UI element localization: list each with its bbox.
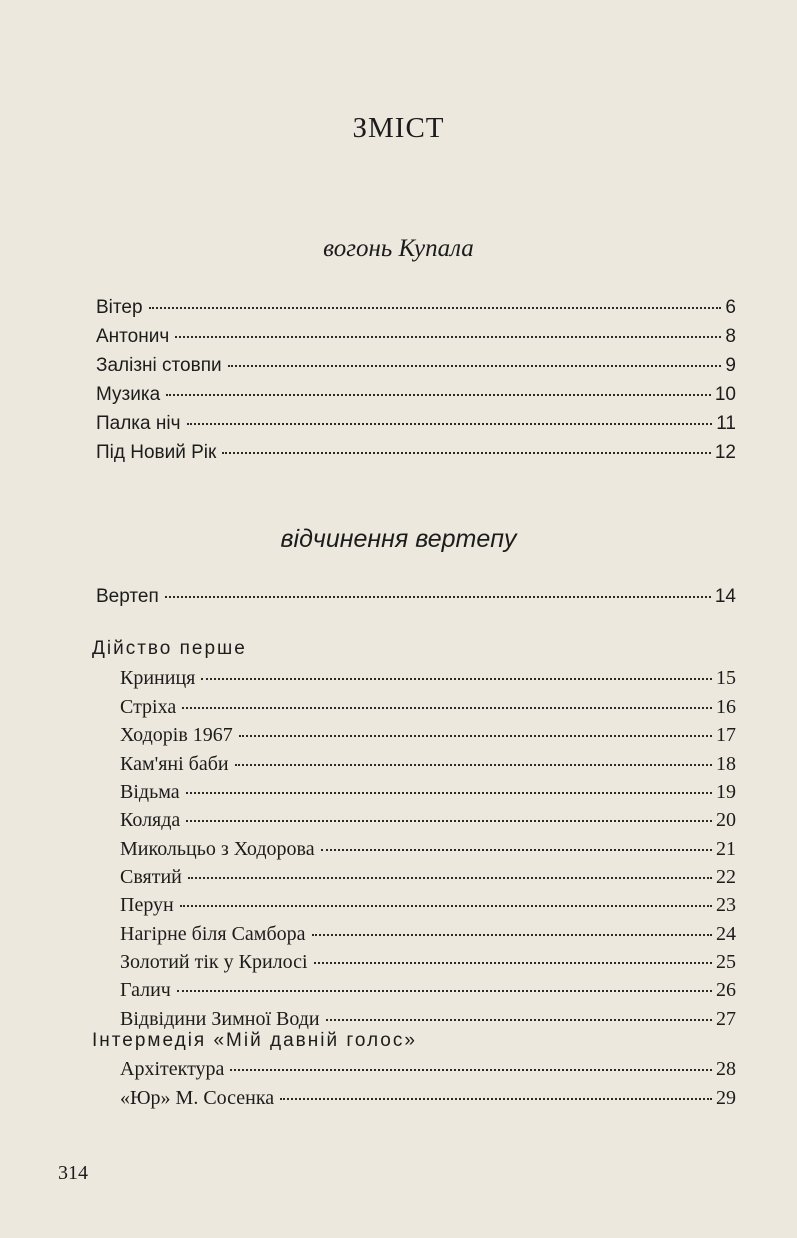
toc-entry-title: Ходорів 1967 (120, 724, 233, 746)
toc-leader (186, 792, 712, 794)
toc-entry (120, 724, 736, 752)
toc-leader (186, 820, 712, 822)
toc-entry-title: Нагірне біля Самбора (120, 923, 306, 945)
toc-leader (201, 678, 712, 680)
toc-entry-page: 18 (716, 753, 736, 775)
toc-entry (96, 413, 736, 441)
toc-entry (120, 696, 736, 724)
toc-entry-title: Залізні стовпи (96, 355, 222, 376)
toc-leader (235, 764, 712, 766)
toc-entry-page: 20 (716, 809, 736, 831)
toc-entry (120, 894, 736, 922)
toc-entry (120, 923, 736, 951)
toc-entry (120, 753, 736, 781)
toc-entry-title: «Юр» М. Сосенка (120, 1087, 275, 1109)
toc-entry-title: Архітектура (120, 1058, 225, 1080)
toc-entry-page: 27 (716, 1008, 736, 1030)
toc-entry-title: Вертеп (96, 586, 159, 607)
toc-entry-page: 28 (716, 1058, 736, 1080)
toc-entry-page: 22 (716, 866, 736, 888)
toc-leader (177, 990, 712, 992)
intermedia-title: Інтермедія «Мій давній голос» (92, 1030, 417, 1051)
toc-leader (175, 336, 721, 338)
toc-leader (312, 934, 713, 936)
toc-entry-page: 16 (716, 696, 736, 718)
toc-entry-page: 8 (725, 326, 736, 347)
toc-leader (230, 1069, 712, 1071)
toc-entry (120, 979, 736, 1007)
page-number: 314 (58, 1162, 88, 1184)
toc-entry (96, 384, 736, 412)
toc-entry-page: 23 (716, 894, 736, 916)
toc-entry (120, 838, 736, 866)
act-title: Дійство перше (92, 638, 247, 659)
toc-entry (120, 866, 736, 894)
toc-leader (280, 1098, 712, 1100)
toc-entry (120, 781, 736, 809)
section-heading-kupala: вогонь Купала (323, 235, 474, 262)
toc-entry-title: Коляда (120, 809, 181, 831)
toc-leader (326, 1019, 712, 1021)
toc-leader (166, 394, 711, 396)
toc-leader (180, 905, 712, 907)
toc-entry-title: Золотий тік у Крилосі (120, 951, 308, 973)
toc-entry-title: Відвідини Зимної Води (120, 1008, 320, 1030)
toc-entry-page: 29 (716, 1087, 736, 1109)
toc-entry-title: Святий (120, 866, 182, 888)
toc-entry-title: Відьма (120, 781, 180, 803)
toc-leader (314, 962, 712, 964)
toc-entry-title: Перун (120, 894, 174, 916)
toc-leader (222, 452, 711, 454)
toc-entry (120, 1087, 736, 1115)
toc-entry (120, 1058, 736, 1086)
toc-entry-title: Криниця (120, 667, 196, 689)
toc-entry-page: 17 (716, 724, 736, 746)
toc-entry-page: 11 (716, 413, 736, 434)
toc-entry (96, 586, 736, 614)
toc-entry-title: Вітер (96, 297, 143, 318)
toc-entry-page: 25 (716, 951, 736, 973)
toc-leader (187, 423, 713, 425)
toc-entry-page: 14 (714, 586, 736, 607)
toc-entry-title: Галич (120, 979, 171, 1001)
toc-entry-page: 6 (725, 297, 736, 318)
toc-entry-page: 26 (716, 979, 736, 1001)
toc-entry-title: Під Новий Рік (96, 442, 217, 463)
toc-entry-page: 15 (716, 667, 736, 689)
toc-entry (96, 355, 736, 383)
toc-entry-title: Микольцьо з Ходорова (120, 838, 315, 860)
toc-leader (321, 849, 712, 851)
toc-entry (96, 442, 736, 470)
toc-entry (120, 809, 736, 837)
toc-entry (120, 667, 736, 695)
toc-leader (149, 307, 722, 309)
toc-entry-page: 24 (716, 923, 736, 945)
toc-entry (96, 326, 736, 354)
section-heading-vertep: відчинення вертепу (280, 525, 517, 553)
toc-entry-page: 12 (714, 442, 736, 463)
toc-entry-page: 10 (714, 384, 736, 405)
toc-leader (188, 877, 712, 879)
toc-entry-page: 21 (716, 838, 736, 860)
toc-leader (239, 735, 712, 737)
toc-entry-page: 19 (716, 781, 736, 803)
toc-entry (120, 951, 736, 979)
toc-entry-title: Антонич (96, 326, 170, 347)
toc-entry-title: Палка ніч (96, 413, 181, 434)
toc-leader (228, 365, 722, 367)
toc-entry-title: Музика (96, 384, 161, 405)
toc-leader (182, 707, 712, 709)
page-title: ЗМІСТ (352, 112, 445, 144)
toc-leader (165, 596, 711, 598)
toc-entry-title: Стріха (120, 696, 177, 718)
toc-entry-title: Кам'яні баби (120, 753, 229, 775)
toc-entry-page: 9 (725, 355, 736, 376)
toc-entry (96, 297, 736, 325)
